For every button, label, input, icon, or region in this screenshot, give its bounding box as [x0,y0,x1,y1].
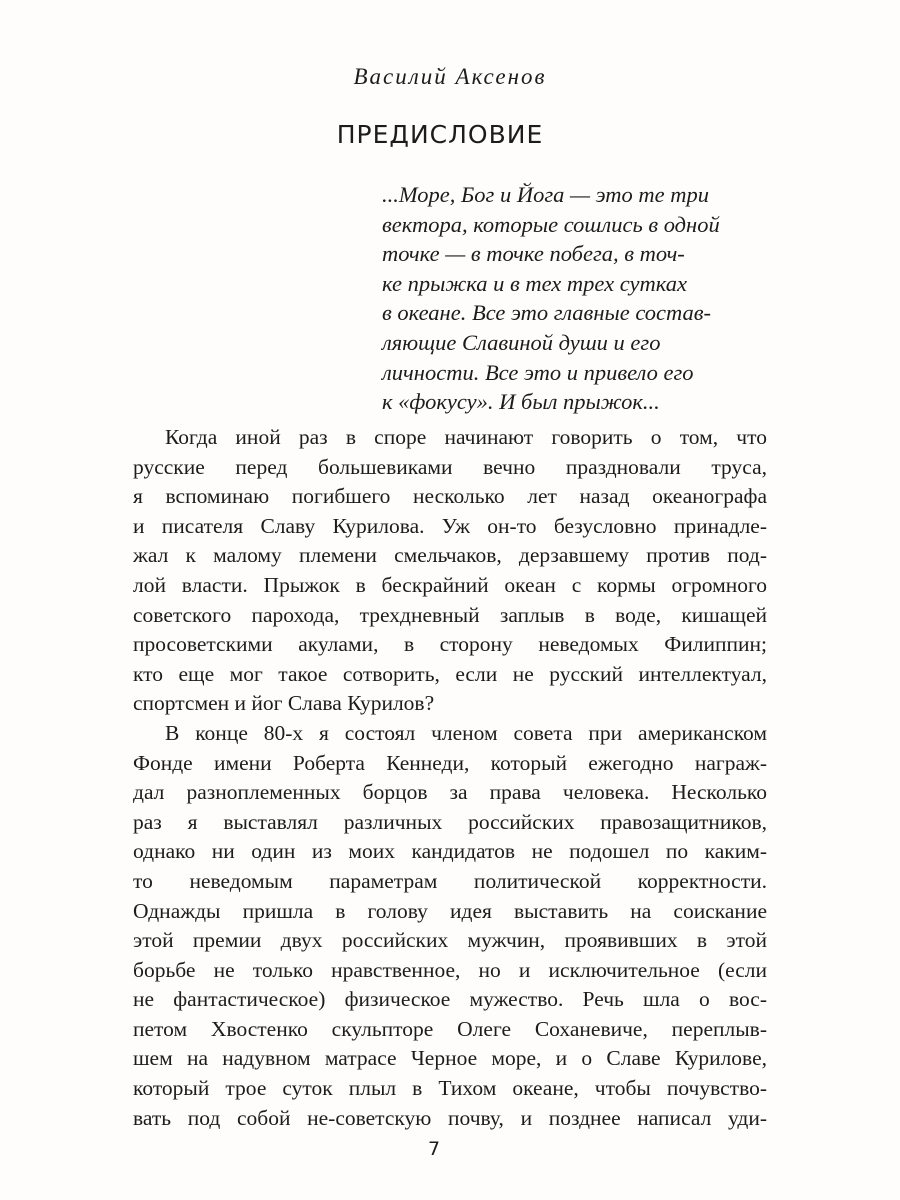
text-line: дал разноплеменных борцов за права человека. Несколько [133,780,767,805]
text-line: Когда иной раз в споре начинают говорить о том, что [165,425,767,449]
text-line: и писателя Славу Курилова. Уж он-то безусловно принадле- [133,513,767,538]
epigraph-line: личности. Все это и привело его [382,359,694,385]
paragraph-2 [133,719,767,1133]
body-text [133,423,767,1133]
text-line: вать под собой не-советскую почву, и позднее написал уди- [133,1105,767,1130]
text-line: не фантастическое) физическое мужество. Речь шла о вос- [133,987,767,1012]
epigraph-line: к «фокусу». И был прыжок... [382,389,660,415]
epigraph-line: ...Море, Бог и Йога — это те три [382,182,709,207]
text-line: однако ни один из моих кандидатов не подошел по каким- [133,839,767,864]
epigraph-line: ке прыжка и в тех трех сутках [382,270,687,296]
epigraph-line: в океане. Все это главные состав- [382,300,712,326]
text-line: просоветскими акулами, в сторону неведомых Филиппин; [133,632,767,657]
text-line: то неведомым параметрам политической корректности. [133,868,767,893]
text-line: русские перед большевиками вечно праздновали труса, [133,454,767,479]
text-line: В конце 80-х я состоял членом совета при американском [165,720,767,745]
epigraph-line: вектора, которые сошлись в одной [382,211,720,237]
running-header-author: Василий Аксенов [353,64,547,89]
text-line: спортсмен и йог Слава Курилов? [133,691,435,716]
text-line: этой премии двух российских мужчин, проявивших в этой [133,928,767,953]
text-line: жал к малому племени смельчаков, дерзавшему против под- [133,543,767,568]
paragraph-1 [133,423,767,719]
text-line: Фонде имени Роберта Кеннеди, который ежегодно награж- [133,750,767,775]
text-line: кто еще мог такое сотворить, если не русский интеллектуал, [133,661,767,686]
text-line: борьбе не только нравственное, но и исключительное (если [133,957,767,982]
text-line: Однажды пришла в голову идея выставить на соискание [133,898,767,923]
text-line: я вспоминаю погибшего несколько лет назад океанографа [133,484,767,509]
text-line: шем на надувном матрасе Черное море, и о Славе Курилове, [133,1046,767,1071]
page-number: 7 [427,1138,441,1160]
text-line: раз я выставлял различных российских правозащитников, [133,809,767,834]
text-line: который трое суток плыл в Тихом океане, чтобы почувство- [133,1076,767,1101]
epigraph [382,180,742,417]
epigraph-line: точке — в точке побега, в точ- [382,241,685,267]
epigraph-line: ляющие Славиной души и его [382,329,661,355]
text-line: петом Хвостенко скульпторе Олеге Соханевиче, переплыв- [133,1016,767,1041]
section-title: ПРЕДИСЛОВИЕ [336,120,544,149]
text-line: лой власти. Прыжок в бескрайний океан с кормы огромного [133,572,767,597]
text-line: советского парохода, трехдневный заплыв в воде, кишащей [133,602,767,627]
